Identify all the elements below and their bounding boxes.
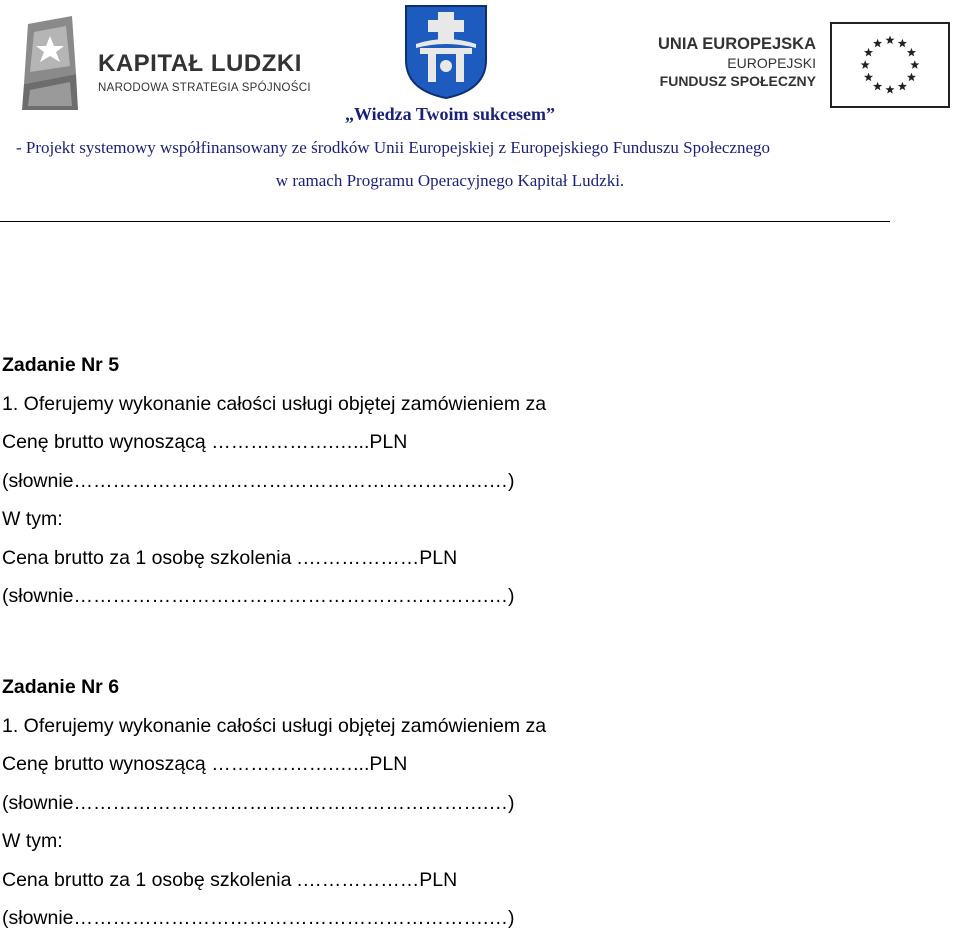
amount-in-words-field: (słownie……………………………………………………….…) <box>2 469 515 492</box>
per-person-in-words-field: (słownie……………………………………………………….…) <box>2 907 515 929</box>
kapital-ludzki-title: KAPITAŁ LUDZKI <box>98 50 302 77</box>
document-header <box>0 0 960 230</box>
offer-line: 1. Oferujemy wykonanie całości usługi objętej zamówieniem za <box>2 392 547 415</box>
task-6-section <box>2 668 546 938</box>
gross-price-field: Cenę brutto wynoszącą ……………….…...PLN <box>2 753 408 775</box>
price-per-person-field: Cena brutto za 1 osobę szkolenia .………………PLN <box>2 546 458 569</box>
task-heading: Zadanie Nr 6 <box>2 676 120 698</box>
kapital-ludzki-mark-icon <box>20 14 80 112</box>
gross-price-field: Cenę brutto wynoszącą ……………….…...PLN <box>2 431 408 453</box>
project-line-2: w ramach Programu Operacyjnego Kapitał Ludzki. <box>275 171 625 190</box>
including-label: W tym: <box>2 830 63 852</box>
eu-logo-line-1: UNIA EUROPEJSKA <box>658 35 816 53</box>
header-divider <box>0 221 890 222</box>
eu-logo-line-2: EUROPEJSKI <box>727 55 816 71</box>
task-heading: Zadanie Nr 5 <box>2 354 120 376</box>
eu-logo-text <box>648 34 816 90</box>
motto: „Wiedza Twoim sukcesem” <box>345 104 555 124</box>
kapital-ludzki-subtitle: NARODOWA STRATEGIA SPÓJNOŚCI <box>98 82 311 94</box>
price-per-person-field: Cena brutto za 1 osobę szkolenia .………………PLN <box>2 868 458 891</box>
eu-logo-line-3: FUNDUSZ SPOŁECZNY <box>659 73 816 89</box>
project-line-1: - Projekt systemowy współfinansowany ze środków Unii Europejskiej z Europejskiego Funduszu Społecznego <box>16 138 771 157</box>
coat-of-arms-icon <box>402 4 490 100</box>
eu-flag-icon <box>830 22 950 108</box>
offer-line: 1. Oferujemy wykonanie całości usługi objętej zamówieniem za <box>2 714 547 737</box>
task-5-section <box>2 346 546 616</box>
including-label: W tym: <box>2 508 63 530</box>
amount-in-words-field: (słownie……………………………………………………….…) <box>2 791 515 814</box>
kapital-ludzki-logo <box>20 14 320 114</box>
per-person-in-words-field: (słownie……………………………………………………….…) <box>2 585 515 607</box>
